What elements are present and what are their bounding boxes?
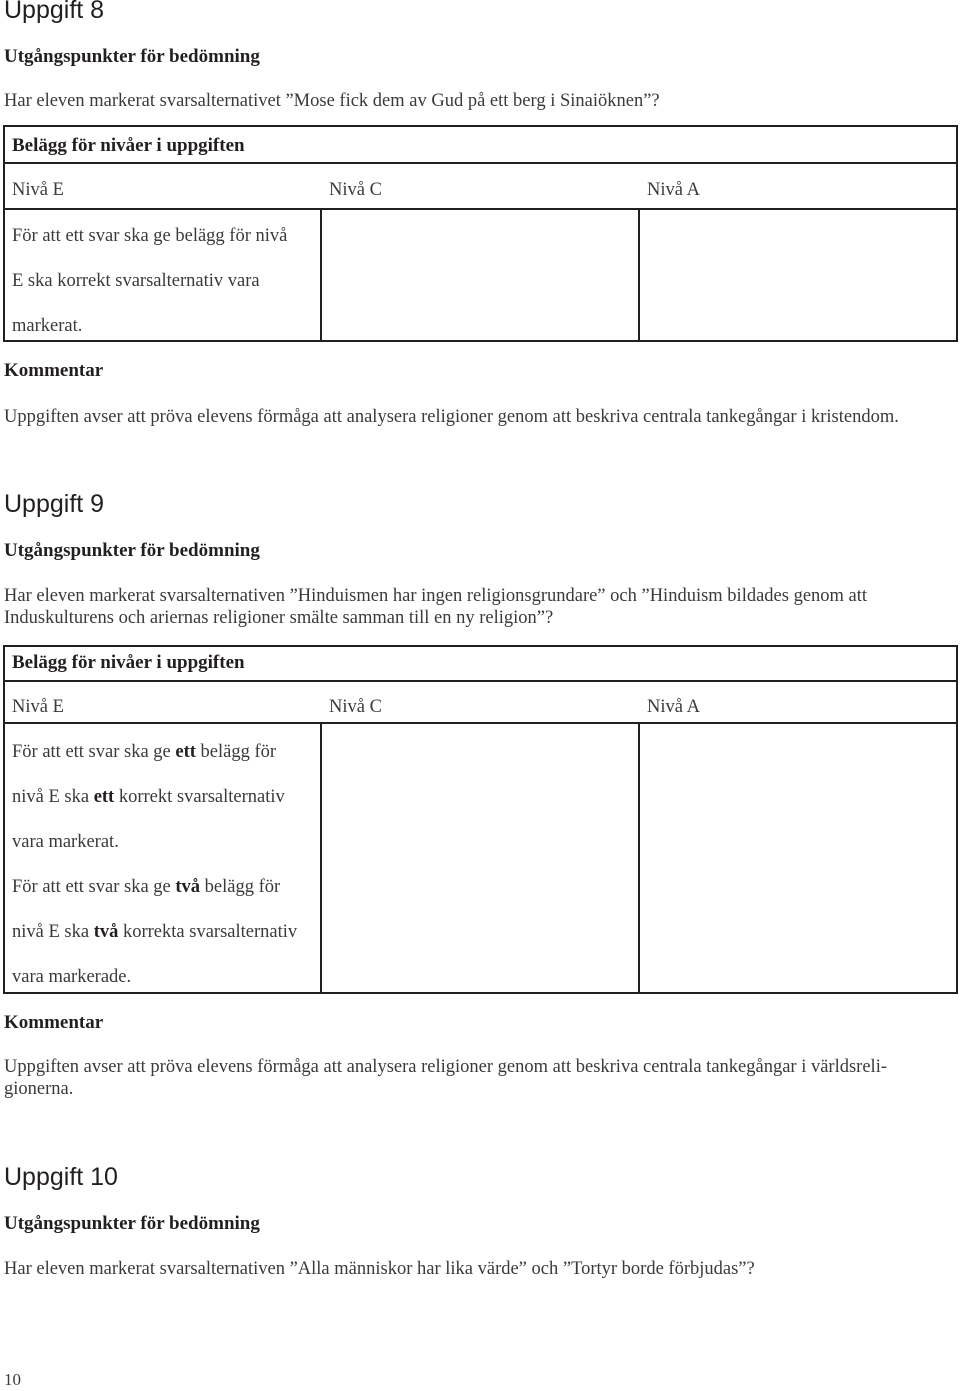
uppgift-8-e-line-2: E ska korrekt svarsalternativ vara xyxy=(12,271,260,291)
uppgift-9-e-line-1: För att ett svar ska ge ett belägg för xyxy=(12,742,277,762)
uppgift-10-question: Har eleven markerat svarsalternativen ”Alla människor har lika värde” och ”Tortyr borde förbjudas”? xyxy=(4,1259,755,1279)
uppgift-10-utg-heading: Utgångspunkter för bedömning xyxy=(4,1213,260,1234)
uppgift-9-table-heading: Belägg för nivåer i uppgiften xyxy=(12,652,245,673)
uppgift-8-title: Uppgift 8 xyxy=(4,0,105,24)
uppgift-9-e-line-2: nivå E ska ett korrekt svarsalternativ xyxy=(12,787,285,807)
uppgift-9-comment-line-2: gionerna. xyxy=(4,1079,74,1099)
uppgift-9-question-line-2: Induskulturens och ariernas religioner smälte samman till en ny religion”? xyxy=(4,608,554,628)
uppgift-9-e-line-6: vara markerade. xyxy=(12,967,132,987)
uppgift-9-title: Uppgift 9 xyxy=(4,490,105,518)
uppgift-9-e-line-4: För att ett svar ska ge två belägg för xyxy=(12,877,281,897)
uppgift-9-utg-heading: Utgångspunkter för bedömning xyxy=(4,540,260,561)
uppgift-8-question: Har eleven markerat svarsalternativet ”Mose fick dem av Gud på ett berg i Sinaiöknen”? xyxy=(4,91,660,111)
uppgift-9-e-line-5: nivå E ska två korrekta svarsalternativ xyxy=(12,922,298,942)
uppgift-9-col-niva-a: Nivå A xyxy=(647,697,700,717)
uppgift-9-e-line-3: vara markerat. xyxy=(12,832,119,852)
uppgift-8-table-heading: Belägg för nivåer i uppgiften xyxy=(12,135,245,156)
uppgift-9-comment-line-1: Uppgiften avser att pröva elevens förmåga att analysera religioner genom att beskriva centrala tankegångar i världsreli- xyxy=(4,1057,887,1077)
uppgift-8-e-line-3: markerat. xyxy=(12,316,83,336)
uppgift-8-comment-heading: Kommentar xyxy=(4,360,104,381)
uppgift-9-question-line-1: Har eleven markerat svarsalternativen ”Hinduismen har ingen religionsgrundare” och ”Hinduism bildades genom att xyxy=(4,586,868,606)
uppgift-8-e-line-1: För att ett svar ska ge belägg för nivå xyxy=(12,226,288,246)
uppgift-10-title: Uppgift 10 xyxy=(4,1163,118,1191)
uppgift-8-comment: Uppgiften avser att pröva elevens förmåga att analysera religioner genom att beskriva centrala tankegångar i kristendom. xyxy=(4,407,899,427)
uppgift-9-col-niva-c: Nivå C xyxy=(329,697,382,717)
page-number: 10 xyxy=(4,1370,21,1389)
uppgift-9-comment-heading: Kommentar xyxy=(4,1012,104,1033)
uppgift-8-utg-heading: Utgångspunkter för bedömning xyxy=(4,46,260,67)
uppgift-8-col-niva-e: Nivå E xyxy=(12,180,64,200)
uppgift-9-col-niva-e: Nivå E xyxy=(12,697,64,717)
uppgift-8-col-niva-a: Nivå A xyxy=(647,180,700,200)
uppgift-8-col-niva-c: Nivå C xyxy=(329,180,382,200)
